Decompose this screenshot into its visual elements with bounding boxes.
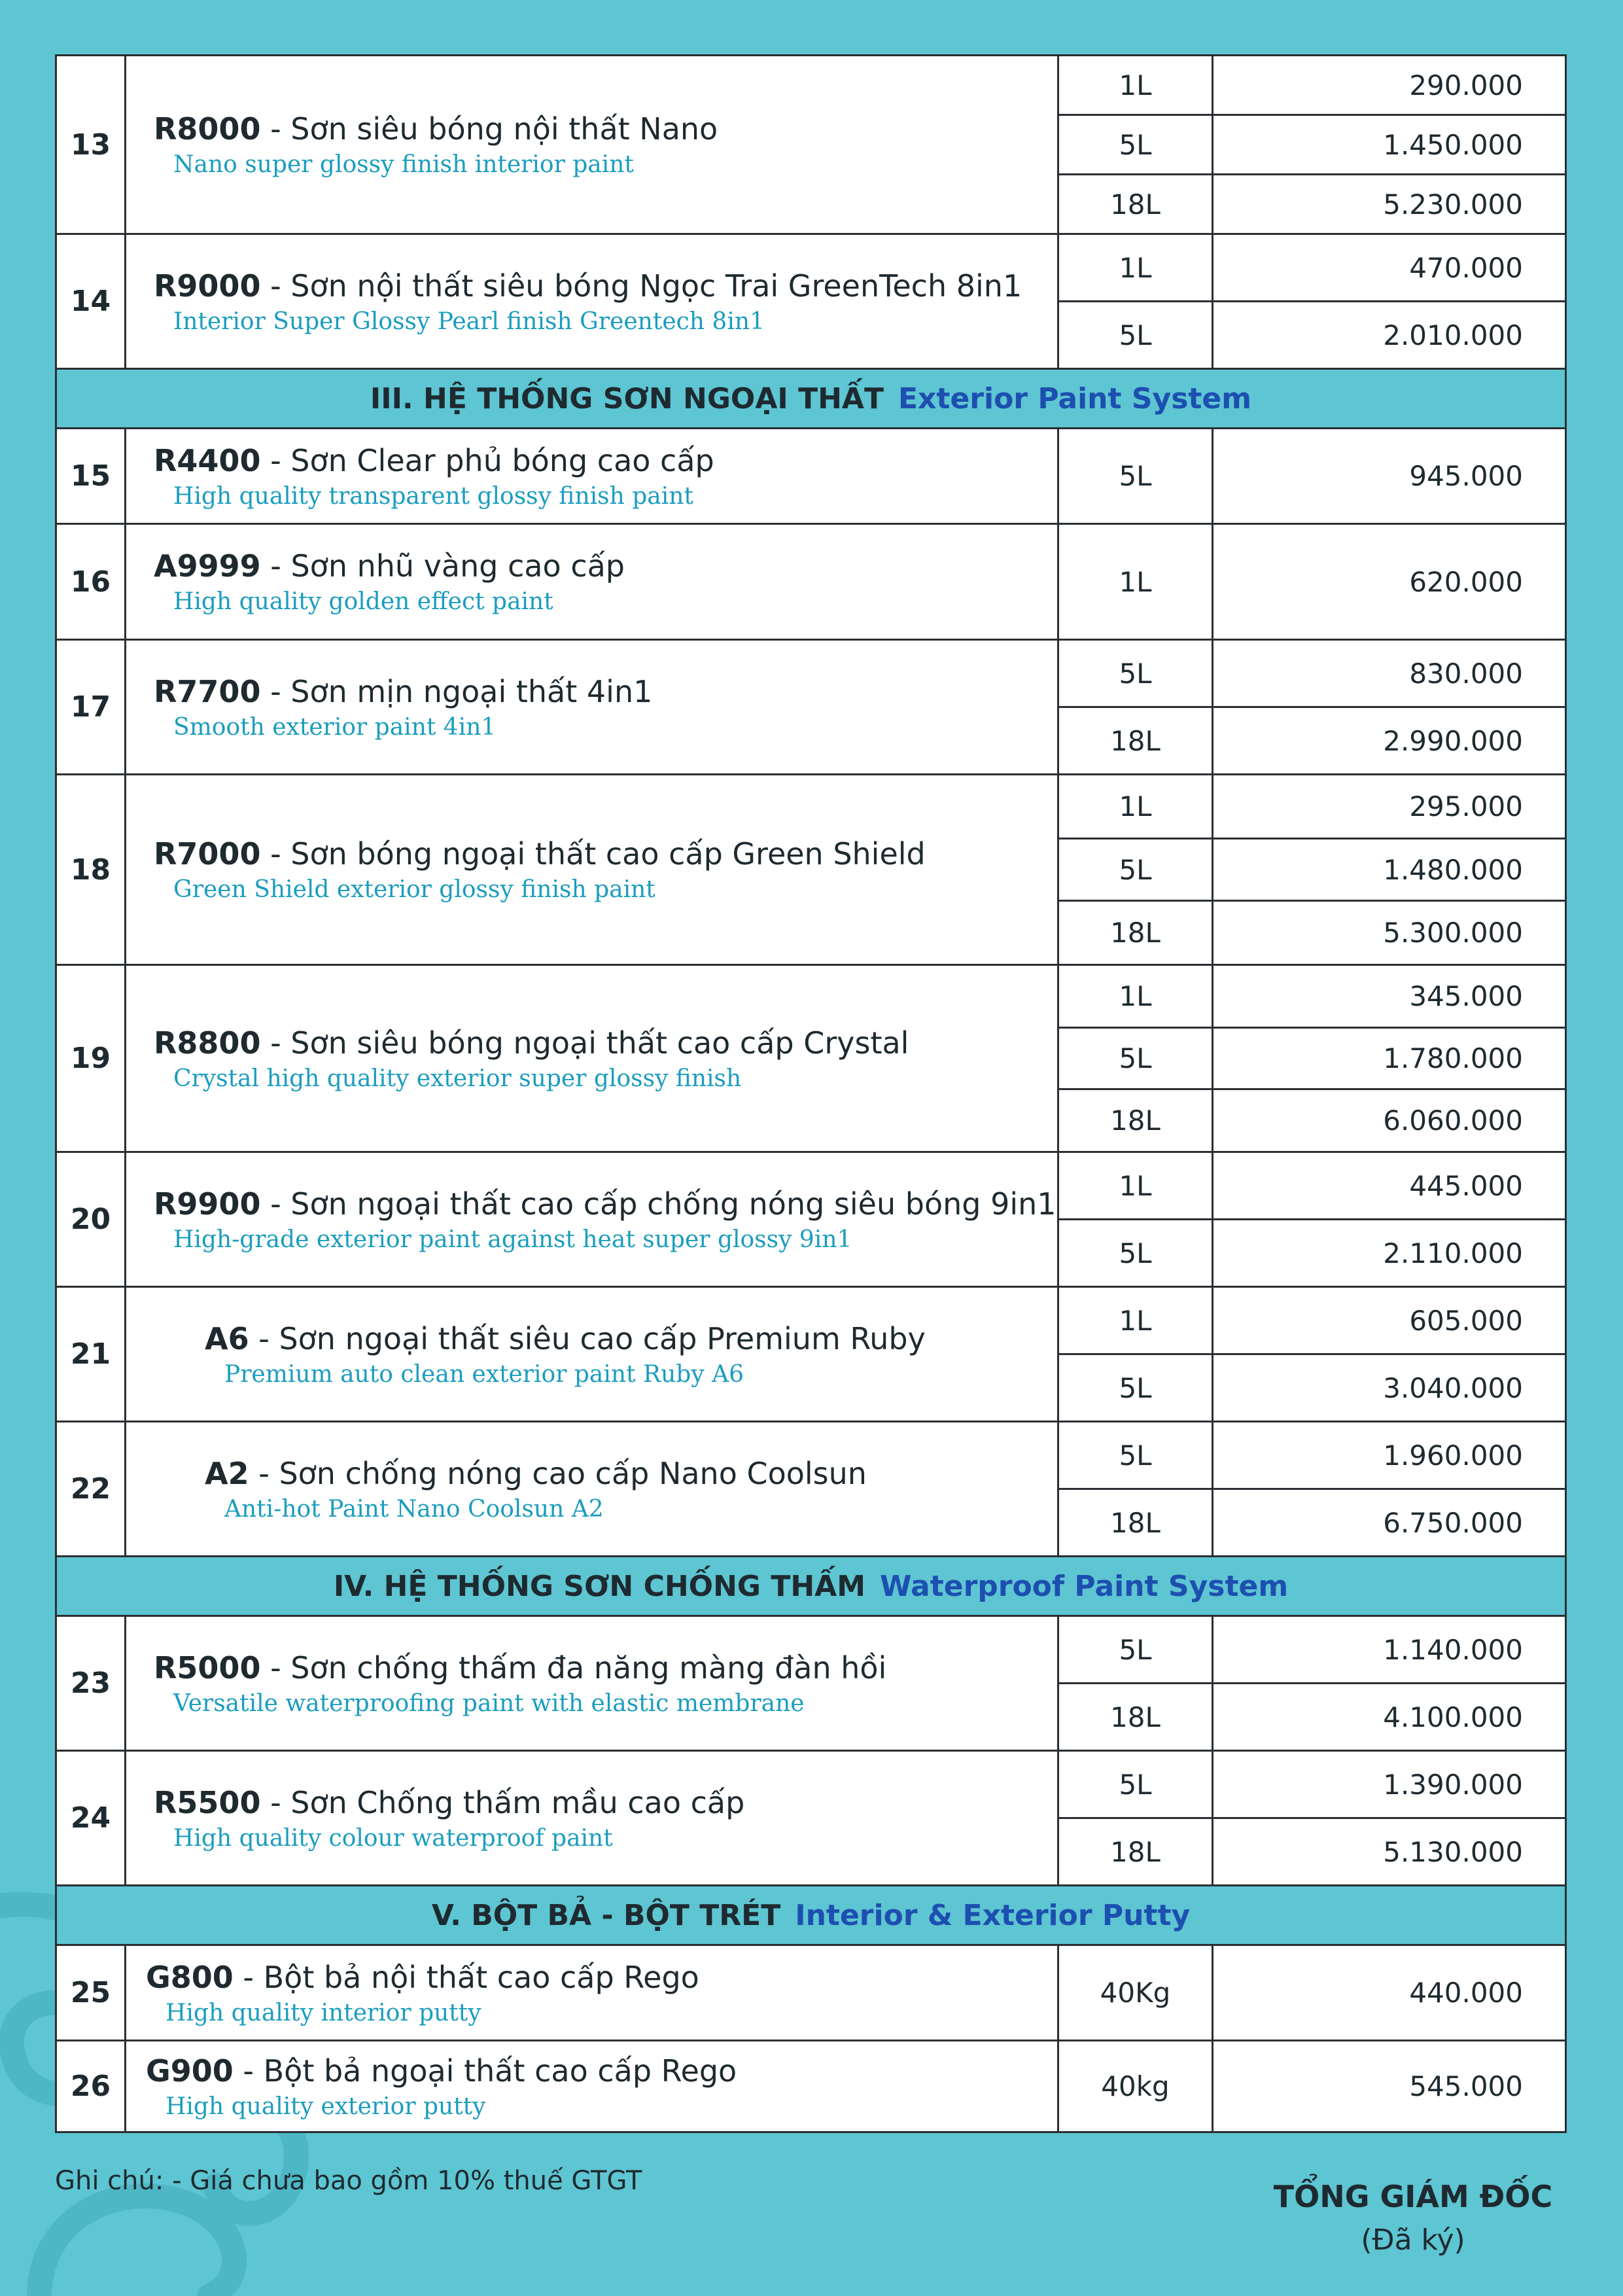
volume: 1L xyxy=(1058,234,1213,302)
product-name-cell xyxy=(126,234,1058,369)
product-name-en: High-grade exterior paint against heat super glossy 9in1 xyxy=(173,1226,852,1253)
section-header xyxy=(56,1886,1566,1945)
product-name-cell xyxy=(126,1945,1058,2041)
section-title-en: Exterior Paint System xyxy=(898,381,1252,415)
product-code: A6 xyxy=(205,1320,249,1356)
product-name-en: High quality interior putty xyxy=(166,1999,481,2026)
price: 4.100.000 xyxy=(1213,1684,1566,1751)
item-number: 19 xyxy=(56,965,126,1152)
product-name-cell xyxy=(126,429,1058,524)
footer-note: Ghi chú: - Giá chưa bao gồm 10% thuế GTGT xyxy=(55,2166,642,2196)
product-name-vi: - Sơn chống thấm đa năng màng đàn hồi xyxy=(260,1650,887,1686)
product-code: A2 xyxy=(205,1455,249,1491)
item-number: 22 xyxy=(56,1422,126,1557)
price: 345.000 xyxy=(1213,965,1566,1028)
volume: 1L xyxy=(1058,1287,1213,1354)
volume: 5L xyxy=(1058,1422,1213,1489)
item-number: 20 xyxy=(56,1152,126,1287)
product-name-vi: - Sơn siêu bóng nội thất Nano xyxy=(260,111,718,147)
table-row xyxy=(56,234,1566,302)
price: 295.000 xyxy=(1213,775,1566,839)
product-code: R5500 xyxy=(154,1784,261,1820)
table-row xyxy=(56,965,1566,1028)
table-row xyxy=(56,1152,1566,1220)
volume: 18L xyxy=(1058,175,1213,234)
volume: 40kg xyxy=(1058,2041,1213,2132)
price: 620.000 xyxy=(1213,524,1566,640)
table-row xyxy=(56,524,1566,640)
product-name-cell xyxy=(126,1616,1058,1751)
product-name-cell xyxy=(126,1152,1058,1287)
director-title: TỔNG GIÁM ĐỐC xyxy=(1273,2179,1553,2214)
product-name-en: High quality golden effect paint xyxy=(173,588,553,615)
product-code: R9900 xyxy=(154,1186,261,1222)
signature-block xyxy=(1256,2179,1570,2257)
volume: 5L xyxy=(1058,1220,1213,1287)
volume: 18L xyxy=(1058,901,1213,965)
volume: 1L xyxy=(1058,56,1213,115)
price: 1.140.000 xyxy=(1213,1616,1566,1684)
volume: 5L xyxy=(1058,1354,1213,1422)
price: 2.990.000 xyxy=(1213,707,1566,775)
product-name-en: Crystal high quality exterior super glossy finish xyxy=(173,1065,742,1092)
section-title-en: Interior & Exterior Putty xyxy=(795,1898,1191,1932)
volume: 18L xyxy=(1058,1489,1213,1557)
price: 6.750.000 xyxy=(1213,1489,1566,1557)
item-number: 15 xyxy=(56,429,126,524)
volume: 5L xyxy=(1058,302,1213,369)
product-code: R5000 xyxy=(154,1650,261,1686)
product-code: R7700 xyxy=(154,673,261,709)
table-row xyxy=(56,1287,1566,1354)
price: 2.010.000 xyxy=(1213,302,1566,369)
item-number: 14 xyxy=(56,234,126,369)
product-code: R9000 xyxy=(154,268,261,304)
item-number: 21 xyxy=(56,1287,126,1422)
product-name-vi: - Bột bả ngoại thất cao cấp Rego xyxy=(233,2053,737,2089)
price: 1.780.000 xyxy=(1213,1028,1566,1089)
price: 605.000 xyxy=(1213,1287,1566,1354)
product-name-vi: - Sơn Chống thấm mầu cao cấp xyxy=(260,1784,745,1820)
item-number: 16 xyxy=(56,524,126,640)
product-name-en: High quality transparent glossy finish paint xyxy=(173,482,693,510)
product-name-cell xyxy=(126,775,1058,965)
product-code: G800 xyxy=(146,1959,234,1995)
price: 5.300.000 xyxy=(1213,901,1566,965)
volume: 1L xyxy=(1058,524,1213,640)
price: 1.390.000 xyxy=(1213,1751,1566,1818)
product-name-cell xyxy=(126,1422,1058,1557)
table-row xyxy=(56,1422,1566,1489)
product-name-en: Green Shield exterior glossy finish paint xyxy=(173,876,655,903)
volume: 5L xyxy=(1058,839,1213,901)
product-name-en: Versatile waterproofing paint with elastic membrane xyxy=(173,1689,805,1717)
volume: 40Kg xyxy=(1058,1945,1213,2041)
price: 440.000 xyxy=(1213,1945,1566,2041)
product-name-vi: - Sơn nhũ vàng cao cấp xyxy=(260,548,625,584)
item-number: 17 xyxy=(56,640,126,775)
price: 290.000 xyxy=(1213,56,1566,115)
volume: 1L xyxy=(1058,1152,1213,1220)
section-title-vi: V. BỘT BẢ - BỘT TRÉT xyxy=(431,1898,781,1932)
price: 1.960.000 xyxy=(1213,1422,1566,1489)
product-name-en: Nano super glossy finish interior paint xyxy=(173,151,634,178)
product-name-vi: - Sơn Clear phủ bóng cao cấp xyxy=(260,442,714,478)
product-name-cell xyxy=(126,524,1058,640)
section-title-en: Waterproof Paint System xyxy=(880,1569,1289,1603)
product-name-cell xyxy=(126,640,1058,775)
product-name-vi: - Sơn mịn ngoại thất 4in1 xyxy=(260,673,653,709)
product-name-en: Premium auto clean exterior paint Ruby A6 xyxy=(224,1360,744,1388)
product-name-vi: - Sơn nội thất siêu bóng Ngọc Trai GreenTech 8in1 xyxy=(260,268,1022,304)
volume: 1L xyxy=(1058,965,1213,1028)
price: 1.450.000 xyxy=(1213,115,1566,175)
product-name-en: High quality exterior putty xyxy=(166,2093,486,2120)
item-number: 25 xyxy=(56,1945,126,2041)
product-name-vi: - Bột bả nội thất cao cấp Rego xyxy=(233,1959,699,1995)
volume: 5L xyxy=(1058,429,1213,524)
table-row xyxy=(56,2041,1566,2132)
price: 445.000 xyxy=(1213,1152,1566,1220)
product-name-cell xyxy=(126,1287,1058,1422)
table-row xyxy=(56,429,1566,524)
volume: 5L xyxy=(1058,115,1213,175)
item-number: 13 xyxy=(56,56,126,234)
signed-label: (Đã ký) xyxy=(1361,2223,1465,2257)
volume: 1L xyxy=(1058,775,1213,839)
table-row xyxy=(56,1616,1566,1684)
section-header xyxy=(56,1557,1566,1616)
product-name-cell xyxy=(126,965,1058,1152)
product-name-vi: - Sơn ngoại thất siêu cao cấp Premium Ruby xyxy=(249,1320,926,1356)
product-code: R8000 xyxy=(154,111,261,147)
item-number: 26 xyxy=(56,2041,126,2132)
product-name-cell xyxy=(126,1751,1058,1886)
product-name-vi: - Sơn bóng ngoại thất cao cấp Green Shield xyxy=(260,836,926,872)
table-row xyxy=(56,775,1566,839)
volume: 5L xyxy=(1058,640,1213,707)
volume: 5L xyxy=(1058,1616,1213,1684)
price: 2.110.000 xyxy=(1213,1220,1566,1287)
price: 3.040.000 xyxy=(1213,1354,1566,1422)
volume: 5L xyxy=(1058,1028,1213,1089)
price: 830.000 xyxy=(1213,640,1566,707)
item-number: 23 xyxy=(56,1616,126,1751)
product-name-vi: - Sơn ngoại thất cao cấp chống nóng siêu bóng 9in1 xyxy=(260,1186,1056,1222)
product-name-en: Anti-hot Paint Nano Coolsun A2 xyxy=(224,1495,604,1523)
product-name-vi: - Sơn siêu bóng ngoại thất cao cấp Crystal xyxy=(260,1025,909,1061)
product-name-en: Smooth exterior paint 4in1 xyxy=(173,713,497,741)
product-name-en: Interior Super Glossy Pearl finish Greentech 8in1 xyxy=(173,308,765,335)
table-row xyxy=(56,1945,1566,2041)
table-row xyxy=(56,1751,1566,1818)
price: 470.000 xyxy=(1213,234,1566,302)
price: 545.000 xyxy=(1213,2041,1566,2132)
product-name-vi: - Sơn chống nóng cao cấp Nano Coolsun xyxy=(249,1455,867,1491)
item-number: 18 xyxy=(56,775,126,965)
product-name-en: High quality colour waterproof paint xyxy=(173,1824,613,1852)
product-name-cell xyxy=(126,56,1058,234)
volume: 18L xyxy=(1058,707,1213,775)
table-row xyxy=(56,56,1566,115)
price: 945.000 xyxy=(1213,429,1566,524)
volume: 18L xyxy=(1058,1684,1213,1751)
price: 5.230.000 xyxy=(1213,175,1566,234)
section-title-vi: III. HỆ THỐNG SƠN NGOẠI THẤT xyxy=(370,381,884,415)
product-code: G900 xyxy=(146,2053,234,2089)
product-code: A9999 xyxy=(154,548,261,584)
volume: 18L xyxy=(1058,1089,1213,1152)
section-title-vi: IV. HỆ THỐNG SƠN CHỐNG THẤM xyxy=(333,1569,866,1603)
item-number: 24 xyxy=(56,1751,126,1886)
section-header xyxy=(56,369,1566,429)
volume: 5L xyxy=(1058,1751,1213,1818)
volume: 18L xyxy=(1058,1818,1213,1886)
product-code: R4400 xyxy=(154,442,261,478)
product-code: R8800 xyxy=(154,1025,261,1061)
table-row xyxy=(56,640,1566,707)
product-code: R7000 xyxy=(154,836,261,872)
price: 6.060.000 xyxy=(1213,1089,1566,1152)
product-name-cell xyxy=(126,2041,1058,2132)
price: 5.130.000 xyxy=(1213,1818,1566,1886)
price: 1.480.000 xyxy=(1213,839,1566,901)
price-table xyxy=(55,54,1567,2133)
